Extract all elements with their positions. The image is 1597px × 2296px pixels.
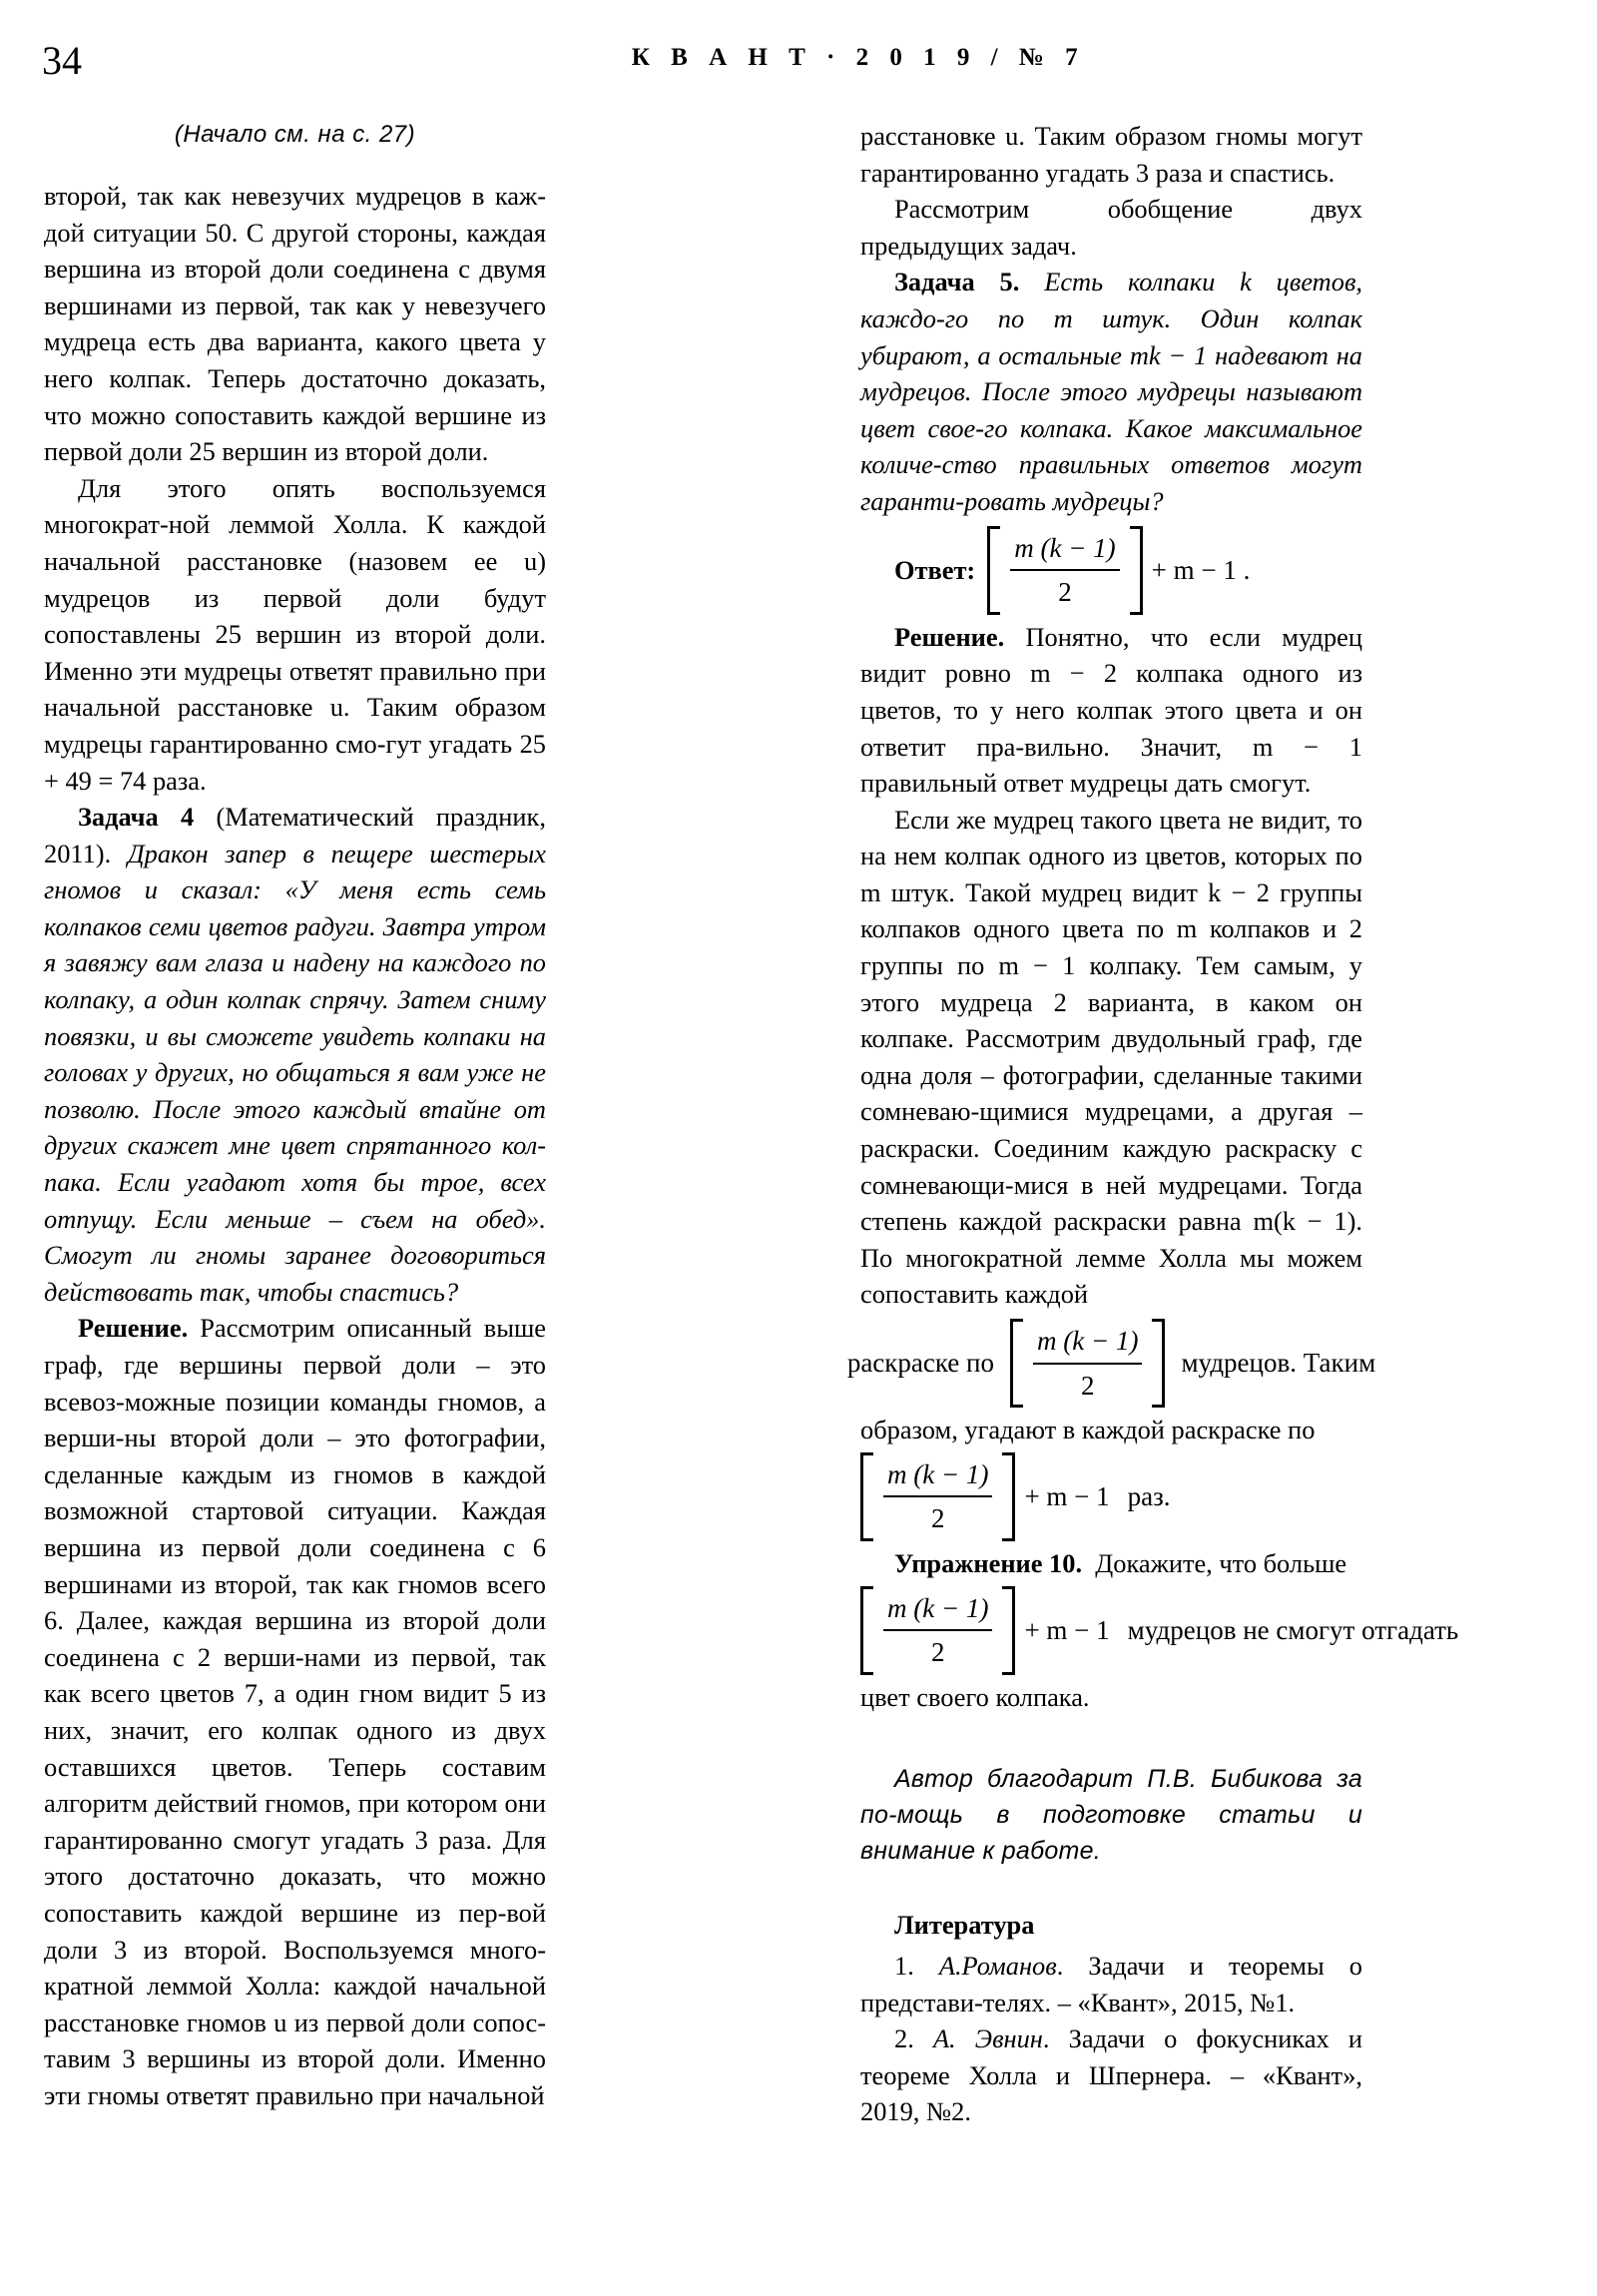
fraction xyxy=(1000,526,1129,615)
task-5-label: Задача 5. xyxy=(894,267,1020,297)
literature-item xyxy=(860,2020,1362,2130)
fraction-denominator: 2 xyxy=(930,1637,945,1668)
formula-exercise-trail: мудрецов не смогут отгадать xyxy=(1127,1614,1459,1645)
paragraph-continuation-right: расстановке u. Таким образом гномы могут гарантированно угадать 3 раза и спастись. xyxy=(860,121,1362,188)
formula-line-exercise xyxy=(860,1586,1459,1675)
fraction-numerator: m (k − 1) xyxy=(1033,1323,1142,1365)
fraction-denominator: 2 xyxy=(1058,577,1072,608)
exercise-10-label: Упражнение 10. xyxy=(894,1547,1083,1578)
left-bracket-icon xyxy=(987,526,1000,615)
task-4-source: (Математический праздник, 2011). xyxy=(44,802,546,868)
task-4-sep xyxy=(111,839,128,868)
solution-5-sep xyxy=(1004,622,1025,652)
left-bracket-icon xyxy=(860,1452,873,1541)
literature-item-rest: . Задачи о фокусниках и теореме Холла и Шпернера. – «Квант», 2019, №2. xyxy=(860,2023,1362,2127)
task-4-source-sep xyxy=(194,802,216,832)
formula-guess-trail: раз. xyxy=(1127,1481,1171,1512)
exercise-10-lead: Докажите, что больше xyxy=(1095,1547,1347,1578)
right-bracket-icon xyxy=(1130,526,1143,615)
solution-4-sep xyxy=(188,1313,200,1343)
solution-5-p4-lead: образом, угадают в каждой раскраске по xyxy=(860,1415,1316,1445)
solution-4-text: Рассмотрим описанный выше граф, где вершины первой доли – это всевоз-можные позиции команды гномов, а верши-ны второй доли – это фотографии, сделанные каждым из гномов в каждой возможной стартовой ситуации. Каждая вершина из первой доли соединена с 6 вершинами из второй, так как гномов всего 6. Далее, каждая вершина из второй доли соединена с 2 верши-нами из первой, так как всего цветов 7, а один гном видит 5 из них, значит, его колпак одного из двух оставшихся цветов. Теперь составим алгоритм действий гномов, при котором они гарантированно смогут угадать 3 раза. Для этого достаточно доказать, что можно сопоставить каждой вершине из пер-вой доли 3 из второй. Воспользуемся много-кратной леммой Холла: каждой начальной расстановке гномов u из первой доли сопос-тавим 3 вершины из второй доли. Именно эти гномы ответят правильно при начальной xyxy=(44,1313,546,2110)
right-bracket-icon xyxy=(1152,1319,1165,1408)
answer-formula xyxy=(987,526,1250,615)
answer-label: Ответ: xyxy=(894,554,976,585)
exercise-10-block xyxy=(860,1545,1362,1582)
literature-item-number: 1. xyxy=(894,1950,914,1981)
formula-lead-coloring: раскраске по xyxy=(846,1348,994,1379)
running-head: К В А Н Т · 2 0 1 9 / № 7 xyxy=(631,44,1086,71)
right-bracket-icon xyxy=(1002,1586,1015,1675)
exercise-10-last-line: цвет своего колпака. xyxy=(860,1681,1090,1712)
fraction xyxy=(873,1586,1002,1675)
acknowledgement: Автор благодарит П.В. Бибикова за по-мощь в подготовке статьи и внимание к работе. xyxy=(860,1765,1362,1866)
paragraph-continuation: второй, так как невезучих мудрецов в каж-дой ситуации 50. С другой стороны, каждая вершина из второй доли соединена с двумя вершинами из первой, так как у невезучего мудреца есть два варианта, какого цвета у него колпак. Теперь достаточно доказать, что можно сопоставить каждой вершине из первой доли 25 вершин из второй доли. xyxy=(44,181,546,467)
task-5-block xyxy=(860,264,1362,519)
left-bracket-icon xyxy=(1010,1319,1023,1408)
formula-trail-coloring: мудрецов. Таким xyxy=(1181,1348,1376,1379)
answer-formula-line xyxy=(894,526,1362,615)
literature-heading: Литература xyxy=(894,1910,1035,1941)
answer-tail: + m − 1 . xyxy=(1151,554,1251,585)
formula-exercise xyxy=(860,1586,1110,1675)
literature-item-author: А. Эвнин xyxy=(932,2023,1043,2054)
task-4-statement: Дракон запер в пещере шестерых гномов и сказал: «У меня есть семь колпаков семи цветов радуги. Завтра утром я завяжу вам глаза и надену на каждого по колпаку, а один колпак спрячу. Затем сниму повязки, и вы сможете увидеть колпаки на головах у других, но общаться я вам уже не позволю. После этого каждый втайне от других скажет мне цвет спрятанного кол-пака. Если угадают хотя бы трое, всех отпущу. Если меньше – съем на обед». Смогут ли гномы заранее договориться действовать так, чтобы спастись? xyxy=(44,838,546,1307)
task-4-block xyxy=(44,799,546,1310)
left-column xyxy=(44,118,546,2113)
formula-line-guess xyxy=(860,1452,1362,1541)
fraction-denominator: 2 xyxy=(930,1503,945,1534)
solution-5-p1: Понятно, что если мудрец видит ровно m − 2 колпака одного из цветов, то у него колпак этого цвета и он ответит пра-вильно. Значит, m − 1 правильный ответ мудрецы дать смогут. xyxy=(860,621,1362,799)
formula-guess-tail: + m − 1 xyxy=(1024,1481,1110,1512)
solution-4-label: Решение. xyxy=(78,1313,189,1344)
page-number: 34 xyxy=(42,38,82,83)
formula-line-coloring xyxy=(846,1319,1376,1408)
fraction-numerator: m (k − 1) xyxy=(1010,530,1119,572)
literature-item-number: 2. xyxy=(894,2023,914,2054)
literature-sep xyxy=(914,2023,933,2053)
fraction-numerator: m (k − 1) xyxy=(883,1590,992,1632)
task-5-statement: Есть колпаки k цветов, каждо-го по m штук. Один колпак убирают, а остальные mk − 1 надевают на мудрецов. После этого мудрецы называют цвет свое-го колпака. Какое максимальное количе-ство правильных ответов могут гаранти-ровать мудрецы? xyxy=(860,267,1362,516)
task-4-label: Задача 4 xyxy=(78,802,195,833)
formula-guess xyxy=(860,1452,1110,1541)
task-5-sep xyxy=(1019,267,1044,296)
literature-item-rest: . Задачи и теоремы о представи-телях. – «Квант», 2015, №1. xyxy=(860,1950,1362,2017)
solution-5-label: Решение. xyxy=(894,621,1005,652)
fraction-denominator: 2 xyxy=(1080,1370,1095,1401)
literature-sep xyxy=(914,1951,939,1981)
formula-coloring xyxy=(1010,1319,1165,1408)
page-header xyxy=(0,38,1597,84)
literature-item-author: А.Романов xyxy=(938,1950,1057,1981)
formula-exercise-tail: + m − 1 xyxy=(1024,1614,1110,1645)
fraction xyxy=(1023,1319,1152,1408)
right-column xyxy=(846,118,1459,2130)
left-bracket-icon xyxy=(860,1586,873,1675)
exercise-10-sep xyxy=(1082,1548,1095,1578)
paragraph-hall-lemma: Для этого опять воспользуемся многократ-ной леммой Холла. К каждой начальной расстановке (назовем ее u) мудрецов из первой доли будут сопоставлены 25 вершин из второй доли. Именно эти мудрецы ответят правильно при начальной расстановке u. Таким образом мудрецы гарантированно смо-гут угадать 25 + 49 = 74 раза. xyxy=(44,472,546,796)
paragraph-generalization: Рассмотрим обобщение двух предыдущих задач. xyxy=(860,194,1362,261)
solution-4-block xyxy=(44,1310,546,2113)
fraction-numerator: m (k − 1) xyxy=(883,1456,992,1498)
solution-5-p2: Если же мудрец такого цвета не видит, то на нем колпак одного из цветов, которых по m штук. Такой мудрец видит k − 2 группы колпаков одного цвета по m колпаков и 2 группы по m − 1 колпаку. Тем самым, у этого мудреца 2 варианта, в каком он колпаке. Рассмотрим двудольный граф, где одна доля – фотографии, сделанные такими сомневаю-щимися мудрецами, а другая – раскраски. Соединим каждую раскраску с сомневающи-мися в ней мудрецами. Тогда степень каждой раскраски равна m(k − 1). По многократной лемме Холла мы можем сопоставить каждой xyxy=(860,804,1362,1310)
fraction xyxy=(873,1452,1002,1541)
continuation-note: (Начало см. на с. 27) xyxy=(174,121,416,148)
right-bracket-icon xyxy=(1002,1452,1015,1541)
solution-5-block xyxy=(860,619,1362,802)
literature-item xyxy=(860,1948,1362,2020)
